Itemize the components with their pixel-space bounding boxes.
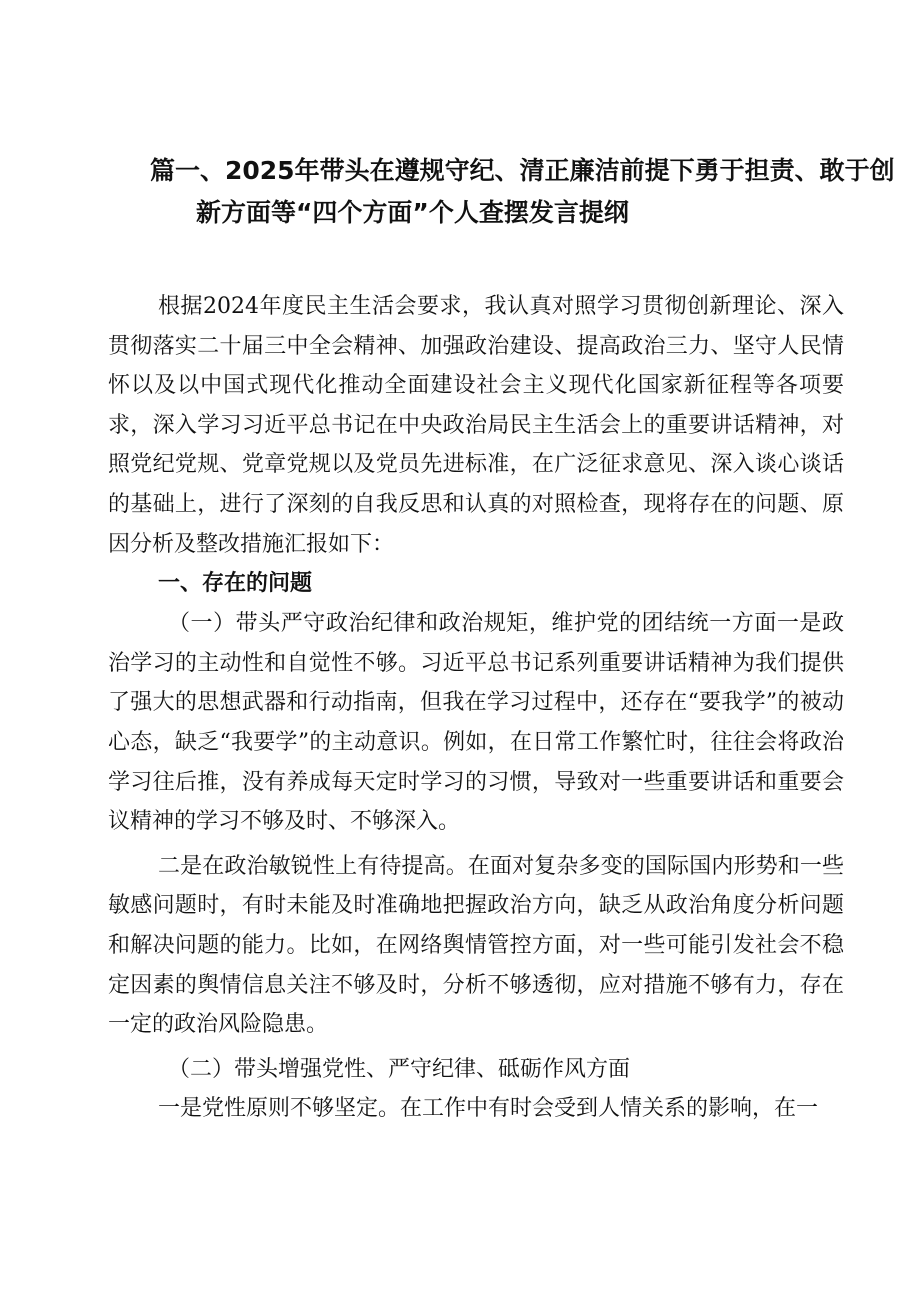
title-line-2: 新方面等“四个方面”个人查摆发言提纲: [196, 198, 629, 227]
subsection-1-paragraph: （一）带头严守政治纪律和政治规矩，维护党的团结统一方面一是政治学习的主动性和自觉性不够。习近平总书记系列重要讲话精神为我们提供了强大的思想武器和行动指南，但我在学习过程中，还存在“要我学”的被动心态，缺乏“我要学”的主动意识。例如，在日常工作繁忙时，往往会将政治学习往后推，没有养成每天定时学习的习惯，导致对一些重要讲话和重要会议精神的学习不够及时、不够深入。: [108, 611, 844, 835]
section-heading-problems: 一、存在的问题: [158, 571, 313, 597]
subsection-2-heading: （二）带头增强党性、严守纪律、砥砺作风方面: [168, 1056, 631, 1082]
subsection-2-point-1: 一是党性原则不够坚定。在工作中有时会受到人情关系的影响，在一: [158, 1096, 819, 1122]
subsection-1-point-2: 二是在政治敏锐性上有待提高。在面对复杂多变的国际国内形势和一些敏感问题时，有时未能及时准确地把握政治方向，缺乏从政治角度分析问题和解决问题的能力。比如，在网络舆情管控方面，对一些可能引发社会不稳定因素的舆情信息关注不够及时，分析不够透彻，应对措施不够有力，存在一定的政治风险隐患。: [108, 853, 844, 1038]
title-line-1: 篇一、2025年带头在遵规守纪、清正廉洁前提下勇于担责、敢于创: [150, 156, 895, 185]
intro-paragraph: 根据2024年度民主生活会要求，我认真对照学习贯彻创新理论、深入贯彻落实二十届三中全会精神、加强政治建设、提高政治三力、坚守人民情怀以及以中国式现代化推动全面建设社会主义现代化国家新征程等各项要求，深入学习习近平总书记在中央政治局民主生活会上的重要讲话精神，对照党纪党规、党章党规以及党员先进标准，在广泛征求意见、深入谈心谈话的基础上，进行了深刻的自我反思和认真的对照检查，现将存在的问题、原因分析及整改措施汇报如下：: [108, 294, 844, 557]
document-title: [150, 150, 895, 234]
document-body: [108, 287, 844, 1129]
